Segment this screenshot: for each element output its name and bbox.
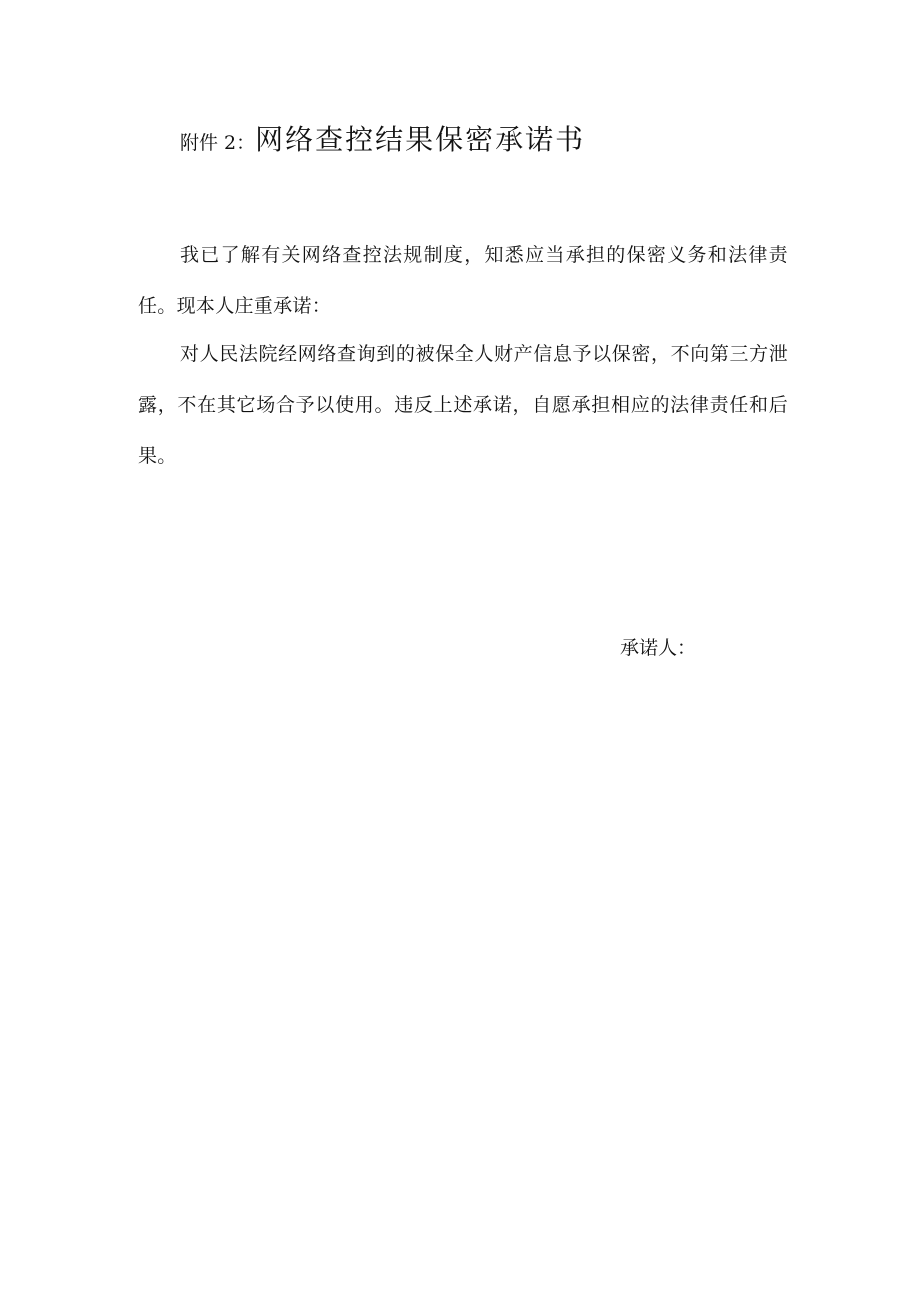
signer-label: 承诺人： <box>620 637 697 659</box>
attachment-label: 附件 2： <box>180 132 256 154</box>
paragraph-acknowledgement: 我已了解有关网络查控法规制度，知悉应当承担的保密义务和法律责任。现本人庄重承诺： <box>138 244 788 317</box>
document-title-line <box>180 118 585 158</box>
paragraph-commitment: 对人民法院经网络查询到的被保全人财产信息予以保密，不向第三方泄露，不在其它场合予以使用。违反上述承诺，自愿承担相应的法律责任和后果。 <box>138 343 788 467</box>
document-title: 网络查控结果保密承诺书 <box>255 123 586 156</box>
